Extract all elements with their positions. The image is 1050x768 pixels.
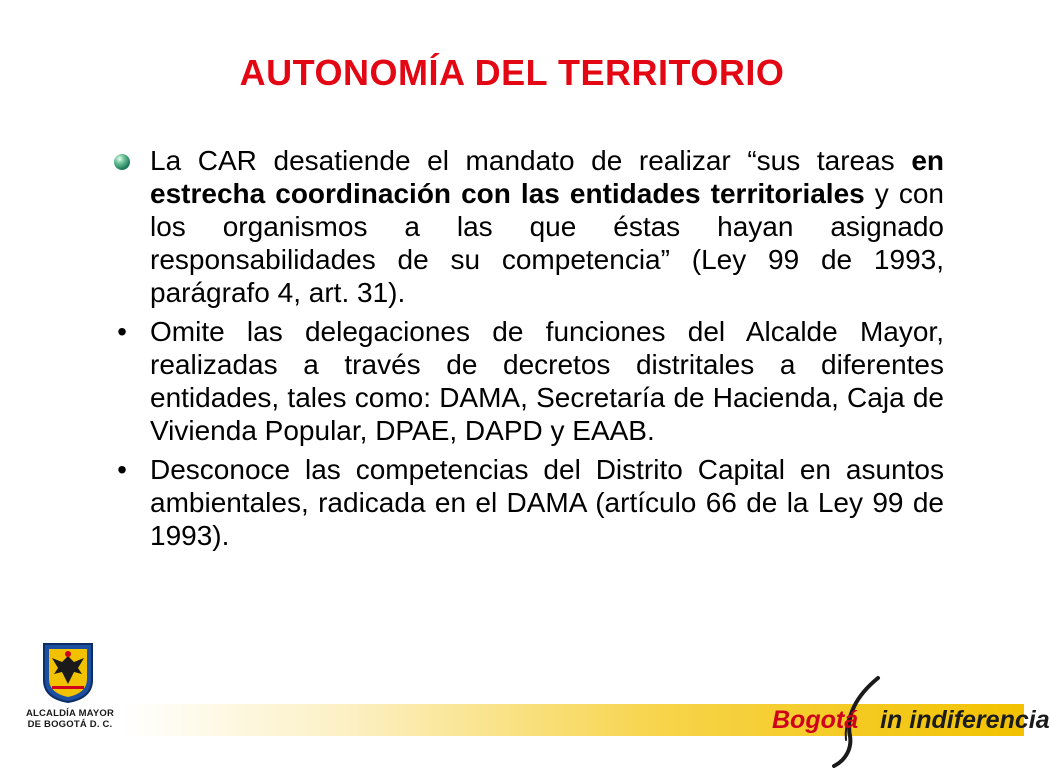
- bullet-1-text-bold: en estrecha coordinación con las entidades territoriales: [150, 145, 944, 209]
- alcaldia-line-2: DE BOGOTÁ D. C.: [27, 719, 113, 730]
- dot-bullet-icon: •: [117, 454, 127, 485]
- slide-title: AUTONOMÍA DEL TERRITORIO: [239, 52, 785, 93]
- bullet-1-text-pre: La CAR desatiende el mandato de realizar “sus tareas: [150, 145, 912, 176]
- brand-word-indiferencia: in indiferencia: [880, 706, 1050, 734]
- bullet-item-3: [108, 453, 944, 552]
- bogota-crest-icon: [40, 640, 96, 704]
- alcaldia-label: [22, 708, 118, 730]
- bullet-3-text: Desconoce las competencias del Distrito Capital en asuntos ambientales, radicada en el DAMA (artículo 66 de la Ley 99 de 1993).: [150, 454, 944, 551]
- alcaldia-line-1: ALCALDÍA MAYOR: [25, 708, 115, 719]
- bullet-list: [108, 144, 944, 558]
- bullet-1-text-post: y con los organismos a las que éstas hayan asignado responsabilidades de su competencia” (Ley 99 de 1993, parágrafo 4, art. 31).: [150, 178, 944, 308]
- dot-bullet-icon: •: [117, 316, 127, 347]
- bullet-item-2: [108, 315, 944, 447]
- sphere-bullet-icon: [114, 154, 130, 170]
- bogota-brand-logo: [772, 706, 1050, 735]
- bullet-item-1: [108, 144, 944, 309]
- bullet-2-text: Omite las delegaciones de funciones del Alcalde Mayor, realizadas a través de decretos distritales a diferentes entidades, tales como: DAMA, Secretaría de Hacienda, Caja de Vivienda Popular, DPAE, DAPD y EAAB.: [150, 316, 944, 446]
- brand-word-bogota: Bogotá: [772, 706, 859, 734]
